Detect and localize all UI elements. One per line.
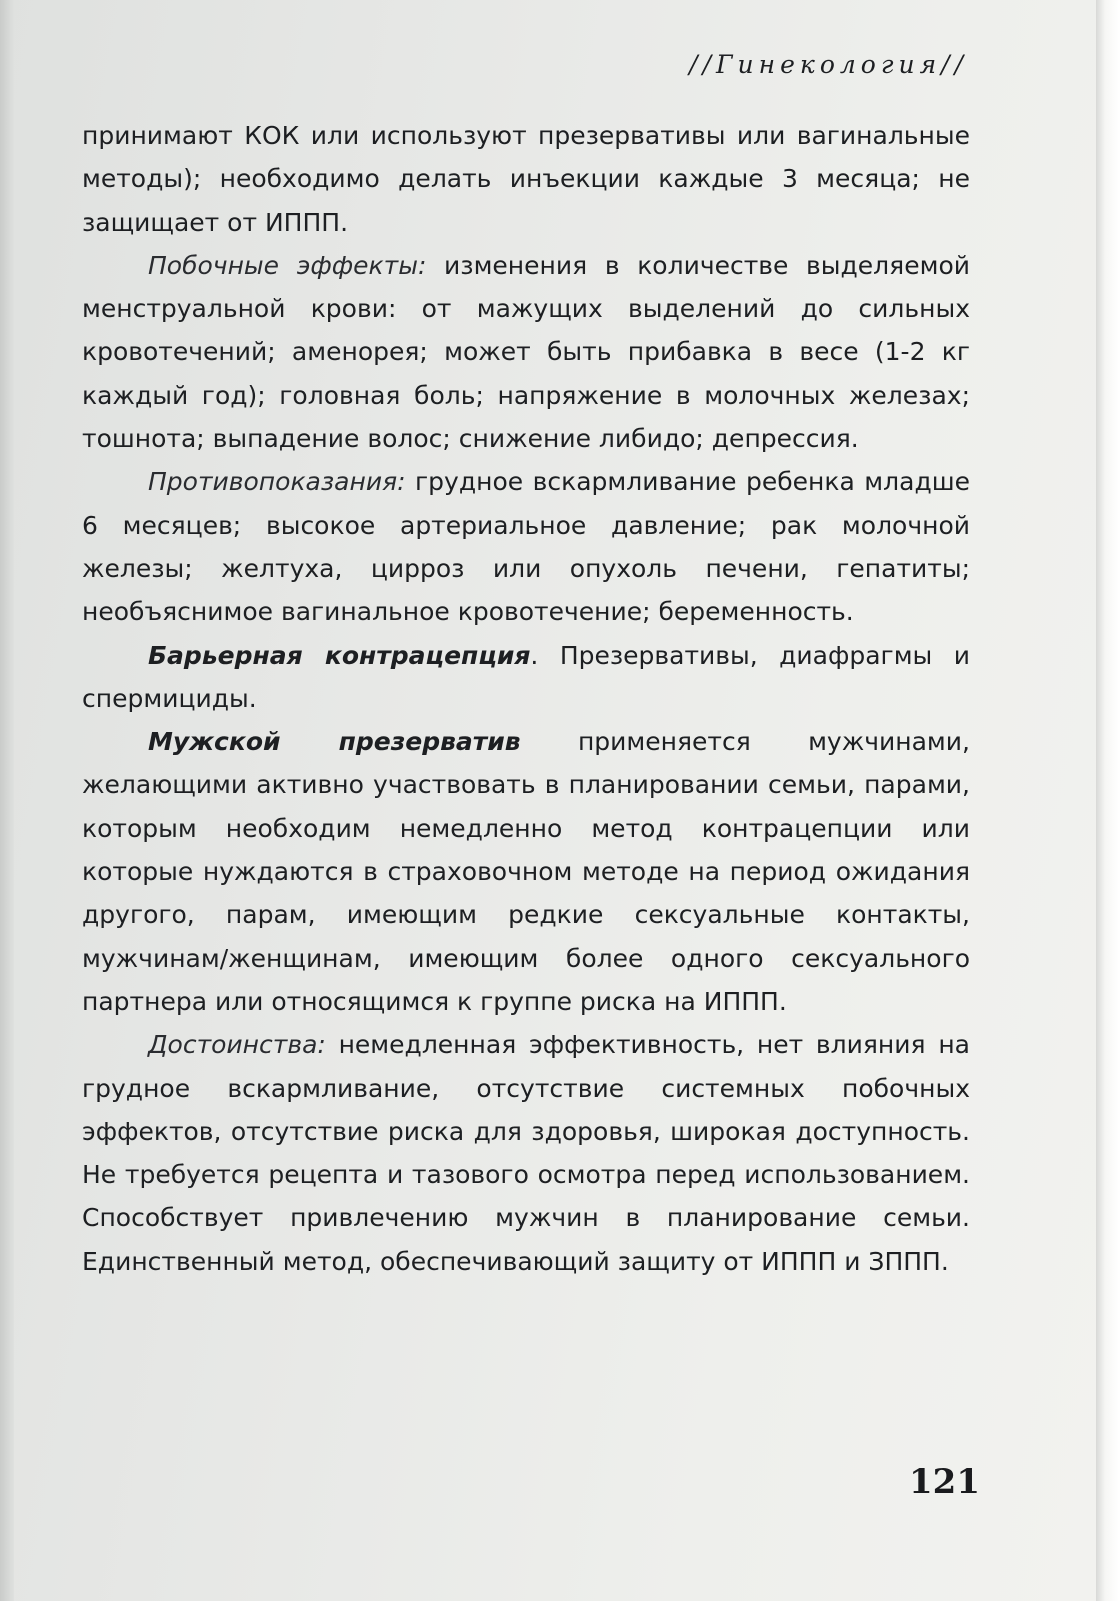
page-right-edge xyxy=(1096,0,1119,1601)
paragraph-barrier-contraception xyxy=(82,634,970,721)
paragraph-male-condom xyxy=(82,720,970,1023)
page-number: 121 xyxy=(909,1462,980,1502)
paragraph-advantages xyxy=(82,1023,970,1283)
running-header: //Гинекология// xyxy=(689,50,968,79)
contraindications-heading: Противопоказания: xyxy=(148,467,406,497)
paragraph-contraindications xyxy=(82,460,970,633)
paragraph-text: применяется мужчинами, желающими активно участвовать в планировании семьи, парами, которым необходим немедленно метод контрацепции или которые нуждаются в страховочном методе на период ожидания другого, парам, имеющим редкие сексуальные контакты, мужчинам/женщинам, имеющим более одного сексуального партнера или относящимся к группе риска на ИППП. xyxy=(82,727,970,1016)
paragraph-side-effects xyxy=(82,244,970,460)
paragraph-text: принимают КОК или используют презервативы или вагинальные методы); необходимо делать инъекции каждые 3 месяца; не защищает от ИППП. xyxy=(82,121,970,237)
paragraph-text: . Презервативы, диафрагмы и спермициды. xyxy=(82,640,970,713)
male-condom-heading: Мужской презерватив xyxy=(148,727,521,757)
paragraph-text: изменения в количестве выделяемой менструальной крови: от мажущих выделений до сильных кровотечений; аменорея; может быть прибавка в весе (1-2 кг каждый год); головная боль; напряжение в молочных железах; тошнота; выпадение волос; снижение либидо; депрессия. xyxy=(82,250,970,454)
paragraph-text: грудное вскармливание ребенка младше 6 месяцев; высокое артериальное давление; рак молочной железы; желтуха, цирроз или опухоль печени, гепатиты; необъяснимое вагинальное кровотечение; беременность. xyxy=(82,467,970,627)
side-effects-heading: Побочные эффекты: xyxy=(148,250,427,280)
advantages-heading: Достоинства: xyxy=(148,1030,326,1060)
page-left-shadow xyxy=(0,0,14,1601)
body-text xyxy=(82,114,970,1283)
paragraph-text: немедленная эффективность, нет влияния на грудное вскармливание, отсутствие системных побочных эффектов, отсутствие риска для здоровья, широкая доступность. Не требуется рецепта и тазового осмотра перед использованием. Способствует привлечению мужчин в планирование семьи. Единственный метод, обеспечивающий защиту от ИППП и ЗППП. xyxy=(82,1030,970,1276)
barrier-contraception-heading: Барьерная контрацепция xyxy=(148,640,531,670)
paragraph-continuation xyxy=(82,114,970,244)
